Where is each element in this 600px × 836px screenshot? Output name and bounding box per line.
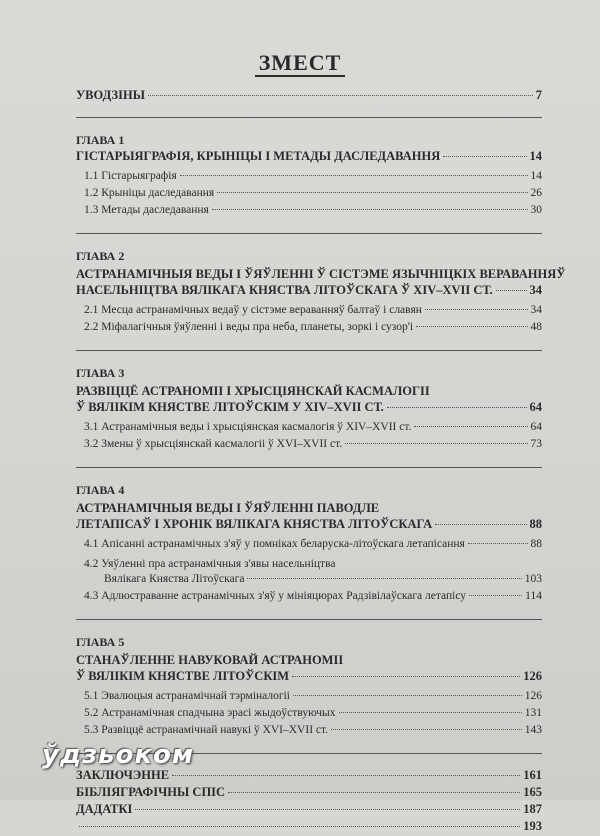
chapter-title-line: АСТРАНАМІЧНЫЯ ВЕДЫ І ЎЯЎЛЕННІ ПАВОДЛЕ <box>76 501 380 515</box>
toc-entry-section[interactable] <box>76 724 542 741</box>
dot-leader <box>247 578 521 579</box>
toc-entry-label: ГІСТАРЫЯГРАФІЯ, КРЫНІЦЫ І МЕТАДЫ ДАСЛЕДАВАННЯ <box>76 149 441 163</box>
toc-entry-section[interactable] <box>76 438 542 455</box>
toc-page-number: 88 <box>530 538 542 550</box>
chapter-heading: ГЛАВА 2 <box>76 249 125 263</box>
chapter-block <box>76 248 566 338</box>
toc-page-number: 143 <box>524 724 542 736</box>
toc-page-number: 64 <box>529 400 542 414</box>
toc-entry-label: 5.2 Астранамічная спадчына эрасі жыдоўствуючых <box>84 707 336 719</box>
toc-page-number: 30 <box>530 204 542 216</box>
toc-page-number: 131 <box>524 707 542 719</box>
dot-leader <box>228 792 520 793</box>
toc-page-number: 187 <box>523 802 542 816</box>
toc-entry-label: 3.1 Астранамічныя веды і хрысціянская касмалогія ў XIV–XVII ст. <box>84 421 412 433</box>
divider <box>76 117 542 118</box>
table-of-contents <box>76 88 566 836</box>
toc-entry-label: 1.1 Гістарыяграфія <box>84 170 177 182</box>
toc-entry-end-matter[interactable] <box>76 819 542 836</box>
toc-page-number: 14 <box>530 170 542 182</box>
end-matter-list <box>76 768 542 836</box>
toc-entry-label: 1.2 Крыніцы даследавання <box>84 187 215 199</box>
chapter-heading: ГЛАВА 3 <box>76 366 125 380</box>
chapter-block <box>76 634 542 741</box>
divider <box>76 350 542 351</box>
chapter-heading: ГЛАВА 5 <box>76 635 125 649</box>
toc-entry-section[interactable] <box>76 538 542 555</box>
dot-leader <box>469 595 522 596</box>
dot-leader <box>180 175 528 176</box>
chapter-heading: ГЛАВА 4 <box>76 483 125 497</box>
page-title: ЗМЕСТ <box>0 50 600 76</box>
toc-page-number: 14 <box>529 149 542 163</box>
dot-leader <box>416 326 527 327</box>
toc-page-number: 26 <box>530 187 542 199</box>
dot-leader <box>212 209 528 210</box>
toc-entry-section-line[interactable]: 4.2 Уяўленні пра астранамічныя з'явы насельніцтва <box>84 558 336 570</box>
toc-entry-label: ЗАКЛЮЧЭННЕ <box>76 768 170 782</box>
toc-entry-intro[interactable] <box>76 88 542 105</box>
divider <box>76 619 542 620</box>
toc-entry-label: 5.1 Эвалюцыя астранамічнай тэрміналогіі <box>84 690 290 702</box>
toc-entry-label: БІБЛІЯГРАФІЧНЫ СПІС <box>76 785 226 799</box>
toc-entry-section[interactable] <box>76 170 542 187</box>
toc-entry-label: 3.2 Змены ў хрысціянскай касмалогіі ў XVI–XVII ст. <box>84 438 343 450</box>
dot-leader <box>339 712 522 713</box>
chapter-title-line: СТАНАЎЛЕННЕ НАВУКОВАЙ АСТРАНОМІІ <box>76 653 344 667</box>
dot-leader <box>435 524 526 525</box>
chapter-title-line: АСТРАНАМІЧНЫЯ ВЕДЫ І ЎЯЎЛЕННІ Ў СІСТЭМЕ ЯЗЫЧНІЦКІХ ВЕРАВАННЯЎ <box>76 267 566 281</box>
toc-entry-chapter[interactable] <box>76 669 542 686</box>
toc-entry-section[interactable] <box>76 707 542 724</box>
toc-entry-label: Ў ВЯЛІКІМ КНЯСТВЕ ЛІТОЎСКІМ У XIV–XVII СТ. <box>76 400 384 414</box>
toc-page-number: 126 <box>524 690 542 702</box>
watermark-logo: ўдзьоком <box>42 740 195 770</box>
toc-entry-section[interactable] <box>76 573 542 590</box>
toc-page-number: 34 <box>529 283 542 297</box>
toc-entry-section[interactable] <box>76 421 542 438</box>
dot-leader <box>79 826 520 827</box>
toc-entry-section[interactable] <box>76 690 542 707</box>
toc-entry-end-matter[interactable] <box>76 785 542 802</box>
toc-entry-label: УВОДЗІНЫ <box>76 88 145 102</box>
toc-entry-section[interactable] <box>76 590 542 607</box>
chapter-block <box>76 132 542 221</box>
dot-leader <box>293 695 522 696</box>
toc-entry-section[interactable] <box>76 321 542 338</box>
toc-entry-chapter[interactable] <box>76 400 542 417</box>
divider <box>76 467 542 468</box>
dot-leader <box>468 543 528 544</box>
dot-leader <box>496 290 527 291</box>
toc-page-number: 64 <box>530 421 542 433</box>
toc-entry-label: Вялікага Княства Літоўскага <box>104 573 245 585</box>
toc-entry-end-matter[interactable] <box>76 802 542 819</box>
toc-entry-label: Ў ВЯЛІКІМ КНЯСТВЕ ЛІТОЎСКІМ <box>76 669 290 683</box>
toc-entry-section[interactable] <box>76 204 542 221</box>
toc-entry-chapter[interactable] <box>76 517 542 534</box>
toc-entry-end-matter[interactable] <box>76 768 542 785</box>
chapter-heading: ГЛАВА 1 <box>76 133 125 147</box>
toc-page-number: 126 <box>523 669 542 683</box>
toc-entry-label: 4.3 Адлюстраванне астранамічных з'яў у мініяцюрах Радзівілаўскага летапісу <box>84 590 467 602</box>
toc-entry-section[interactable] <box>76 187 542 204</box>
dot-leader <box>345 443 527 444</box>
toc-entry-label: 4.1 Апісанні астранамічных з'яў у помніках беларуска-літоўскага летапісання <box>84 538 465 550</box>
toc-page-number: 165 <box>523 785 542 799</box>
toc-page-number: 7 <box>535 88 542 102</box>
toc-entry-chapter[interactable] <box>76 283 542 300</box>
dot-leader <box>172 775 520 776</box>
dot-leader <box>387 407 527 408</box>
toc-entry-label: ДАДАТКІ <box>76 802 133 816</box>
dot-leader <box>135 809 520 810</box>
chapter-title-line: РАЗВІЦЦЁ АСТРАНОМІІ І ХРЫСЦІЯНСКАЙ КАСМАЛОГІІ <box>76 384 430 398</box>
dot-leader <box>443 156 526 157</box>
toc-entry-label: НАСЕЛЬНІЦТВА ВЯЛІКАГА КНЯСТВА ЛІТОЎСКАГА Ў XIV–XVII СТ. <box>76 283 493 297</box>
dot-leader <box>292 676 520 677</box>
toc-entry-section[interactable] <box>76 304 542 321</box>
chapter-block <box>76 365 542 455</box>
dot-leader <box>148 95 533 96</box>
toc-page-number: 73 <box>530 438 542 450</box>
toc-page-number: 34 <box>530 304 542 316</box>
toc-entry-label: 2.1 Месца астранамічных ведаў у сістэме вераванняў балтаў і славян <box>84 304 422 316</box>
toc-page-number: 103 <box>524 573 542 585</box>
dot-leader <box>414 426 527 427</box>
toc-page-number: 48 <box>530 321 542 333</box>
chapter-block <box>76 482 542 607</box>
chapter-list <box>76 132 566 741</box>
dot-leader <box>331 729 522 730</box>
toc-page-number: 193 <box>523 819 542 833</box>
dot-leader <box>425 309 528 310</box>
toc-entry-label: 2.2 Міфалагічныя ўяўленні і веды пра неба, планеты, зоркі і сузор'і <box>84 321 414 333</box>
toc-page-number: 88 <box>529 517 542 531</box>
toc-entry-label: ЛЕТАПІСАЎ І ХРОНІК ВЯЛІКАГА КНЯСТВА ЛІТОЎСКАГА <box>76 517 433 531</box>
divider <box>76 233 542 234</box>
dot-leader <box>217 192 527 193</box>
toc-page-number: 161 <box>523 768 542 782</box>
toc-entry-chapter[interactable] <box>76 149 542 166</box>
toc-entry-label: 1.3 Метады даследавання <box>84 204 209 216</box>
toc-page-number: 114 <box>525 590 542 602</box>
toc-entry-label: 5.3 Развіццё астранамічнай навукі ў XVI–XVII ст. <box>84 724 329 736</box>
